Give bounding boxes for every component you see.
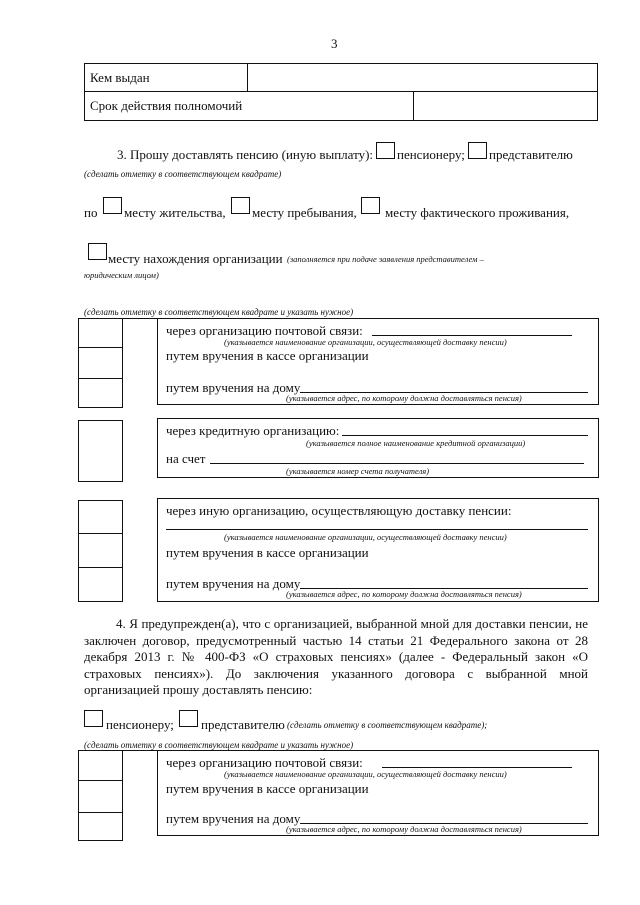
representative-checkbox-2[interactable]	[179, 710, 198, 727]
org-hint-line1: (заполняется при подаче заявления представителем –	[287, 254, 484, 264]
hint-address: (указывается адрес, по которому должна доставляться пенсия)	[286, 824, 522, 834]
table-row-divider	[85, 91, 597, 92]
residence-checkbox[interactable]	[103, 197, 122, 214]
actual-residence-checkbox[interactable]	[361, 197, 380, 214]
representative-label-2: представителю	[201, 717, 285, 732]
issued-by-label: Кем выдан	[90, 70, 150, 85]
stay-label: месту пребывания,	[252, 205, 357, 220]
postal2-org-label: через организацию почтовой связи:	[166, 755, 363, 770]
table-col-divider	[413, 91, 414, 121]
credit-checkbox[interactable]	[78, 420, 123, 482]
account-label: на счет	[166, 451, 206, 466]
residence-label: месту жительства,	[124, 205, 226, 220]
cash-desk2-label: путем вручения в кассе организации	[166, 781, 369, 796]
credit-org-label: через кредитную организацию:	[166, 423, 340, 438]
other-cash-desk-checkbox[interactable]	[79, 533, 122, 566]
home-delivery2-checkbox[interactable]	[79, 812, 122, 840]
hint-mark-specify-2: (сделать отметку в соответствующем квадрате и указать нужное)	[84, 740, 354, 750]
validity-label: Срок действия полномочий	[90, 98, 243, 113]
home-delivery-label: путем вручения на дому	[166, 380, 301, 395]
postal-option-checkbox[interactable]	[79, 319, 122, 346]
hint-org-name: (указывается наименование организации, осуществляющей доставку пенсии)	[224, 532, 507, 542]
section4-paragraph: 4. Я предупрежден(а), что с организацией, выбранной мной для доставки пенсии, не заключен договор, предусмотренный частью 14 статьи 21 Федерального закона от 28 декабря 2013 г. № 400-ФЗ «О страховых пенсиях» (далее - Федеральный закон «О страховых пенсиях»). До заключения указанного договора с выбранной мной организацией прошу доставлять пенсию:	[84, 616, 588, 697]
hint-org-name: (указывается наименование организации, осуществляющей доставку пенсии)	[224, 337, 507, 347]
stay-checkbox[interactable]	[231, 197, 250, 214]
pensioner-checkbox[interactable]	[376, 142, 395, 159]
other-org-field[interactable]	[166, 529, 588, 530]
hint-credit-name: (указывается полное наименование кредитной организации)	[306, 438, 526, 448]
credit-org-field[interactable]	[342, 435, 588, 436]
table-col-divider	[247, 64, 248, 91]
cash-desk-checkbox[interactable]	[79, 347, 122, 377]
postal2-option-checkbox[interactable]	[79, 751, 122, 779]
home-delivery-checkbox[interactable]	[79, 378, 122, 407]
prefix-po: по	[84, 205, 98, 220]
org-location-label: месту нахождения организации	[108, 251, 283, 266]
other-org-label: через иную организацию, осуществляющую доставку пенсии:	[166, 503, 512, 518]
cash-desk-label: путем вручения в кассе организации	[166, 348, 369, 363]
hint-address: (указывается адрес, по которому должна доставляться пенсия)	[286, 393, 522, 403]
section3-intro: 3. Прошу доставлять пенсию (иную выплату):	[117, 147, 374, 162]
account-field[interactable]	[210, 463, 584, 464]
representative-label: представителю	[489, 147, 573, 162]
pensioner-label: пенсионеру;	[397, 147, 465, 162]
representative-checkbox[interactable]	[468, 142, 487, 159]
cash-desk2-checkbox[interactable]	[79, 780, 122, 811]
other-home-delivery-label: путем вручения на дому	[166, 576, 301, 591]
other-cash-desk-label: путем вручения в кассе организации	[166, 545, 369, 560]
other-home-delivery-checkbox[interactable]	[79, 567, 122, 601]
postal2-org-field[interactable]	[382, 767, 572, 768]
other-org-checkbox[interactable]	[79, 501, 122, 532]
pensioner-label-2: пенсионеру;	[106, 717, 174, 732]
hint-inline: (сделать отметку в соответствующем квадрате);	[287, 720, 488, 730]
hint-mark-specify: (сделать отметку в соответствующем квадрате и указать нужное)	[84, 307, 354, 317]
postal-org-field[interactable]	[372, 335, 572, 336]
org-location-checkbox[interactable]	[88, 243, 107, 260]
postal-org-label: через организацию почтовой связи:	[166, 323, 363, 338]
pensioner-checkbox-2[interactable]	[84, 710, 103, 727]
home-delivery2-label: путем вручения на дому	[166, 811, 301, 826]
hint-checkbox: (сделать отметку в соответствующем квадрате)	[84, 169, 282, 179]
hint-org-name: (указывается наименование организации, осуществляющей доставку пенсии)	[224, 769, 507, 779]
issuer-table	[84, 63, 598, 121]
hint-address: (указывается адрес, по которому должна доставляться пенсия)	[286, 589, 522, 599]
org-hint-line2: юридическим лицом)	[84, 270, 159, 280]
page-number: 3	[331, 36, 338, 51]
hint-account: (указывается номер счета получателя)	[286, 466, 430, 476]
actual-residence-label: месту фактического проживания,	[385, 205, 570, 220]
